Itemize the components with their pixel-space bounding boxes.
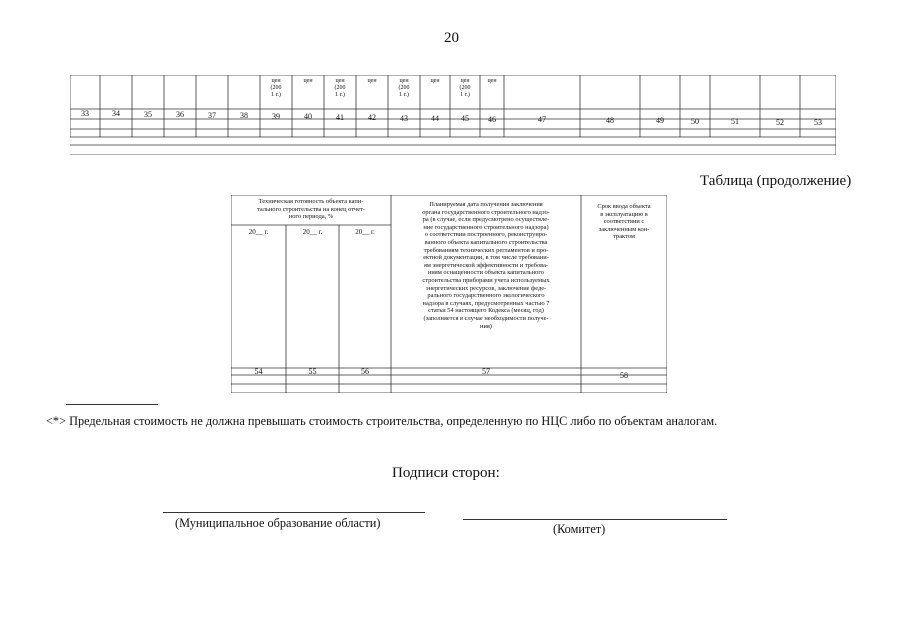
column-number: 55 <box>308 367 317 376</box>
column-number: 33 <box>81 109 89 118</box>
column-number: 57 <box>482 367 490 376</box>
column-number: 54 <box>254 367 263 376</box>
commissioning-deadline-header: Срок ввода объекта в эксплуатацию в соответствии с заключенным кон- трактом <box>597 203 651 241</box>
column-number: 35 <box>144 109 152 119</box>
conclusion-date-header: Планируемая дата получения заключения органа государственного строительного надзо- ра (в случае, если предусмотрено осуществле- ние государственного строительного надзора) о соответствии построенного, реконструиро- ванного объекта капитального строительства требованиям технических регламентов и про- ектной документации, в том числе требовани- ям энергетической эффективности и требова- ниям оснащенности объекта капитального строительства приборами учета используемых энергетических ресурсов, заключение феде- рального государственного экологического надзора в случаях, предусмотренных частью 7 статьи 54 настоящего Кодекса (месяц, год) (заполняется в случае необходимости получе- ния) <box>422 201 550 330</box>
column-number: 36 <box>176 110 184 120</box>
column-number: 58 <box>620 371 628 380</box>
signatures-title: Подписи сторон: <box>392 465 500 481</box>
column-number: 52 <box>776 117 784 127</box>
year-cell-2: 20__ г. <box>302 228 323 236</box>
signature-line-left <box>163 512 425 513</box>
header-cell: цен (200 1 г.) <box>270 78 282 98</box>
column-number: 45 <box>461 114 469 124</box>
footnote-rule <box>66 404 158 405</box>
bottom-table <box>231 195 667 393</box>
column-number: 50 <box>691 116 699 126</box>
header-cell: цен (200 1 г.) <box>398 78 410 98</box>
top-table <box>70 75 836 155</box>
table-continued-label: Таблица (продолжение) <box>700 173 852 189</box>
header-cell: цен (200 1 г.) <box>459 78 471 98</box>
column-number: 37 <box>208 110 216 120</box>
header-cell: цен <box>430 78 440 84</box>
column-number: 48 <box>606 115 614 125</box>
header-cell: цен (200 1 г.) <box>334 78 346 98</box>
column-number: 47 <box>538 115 546 125</box>
column-number: 43 <box>400 113 408 123</box>
readiness-header: Техническая готовность объекта капи- тального строительства на конец отчет- ного периода, % <box>257 198 365 221</box>
header-cell: цен <box>303 78 313 84</box>
signature-line-right <box>463 519 727 520</box>
column-number: 40 <box>304 112 312 122</box>
header-cell: цен <box>487 78 497 84</box>
column-number: 44 <box>431 113 439 123</box>
column-number: 41 <box>336 112 344 122</box>
column-number: 39 <box>272 111 280 121</box>
signature-label-left: (Муниципальное образование области) <box>175 516 381 530</box>
column-number: 38 <box>240 111 248 121</box>
column-number: 34 <box>112 109 120 119</box>
year-cell-1: 20__ г. <box>248 228 269 236</box>
column-number: 51 <box>731 117 739 127</box>
footnote: <*> Предельная стоимость не должна превышать стоимость строительства, определенную по НЦС либо по объектам аналогам. <box>46 414 718 428</box>
column-number: 46 <box>488 114 496 124</box>
signature-label-right: (Комитет) <box>553 522 606 536</box>
header-cell: цен <box>367 78 377 84</box>
page-number: 20 <box>444 30 459 46</box>
column-number: 53 <box>814 118 822 127</box>
column-number: 42 <box>368 113 376 123</box>
column-number: 49 <box>656 116 664 126</box>
year-cell-3: 20__ г. <box>355 228 375 236</box>
column-number: 56 <box>361 367 369 376</box>
